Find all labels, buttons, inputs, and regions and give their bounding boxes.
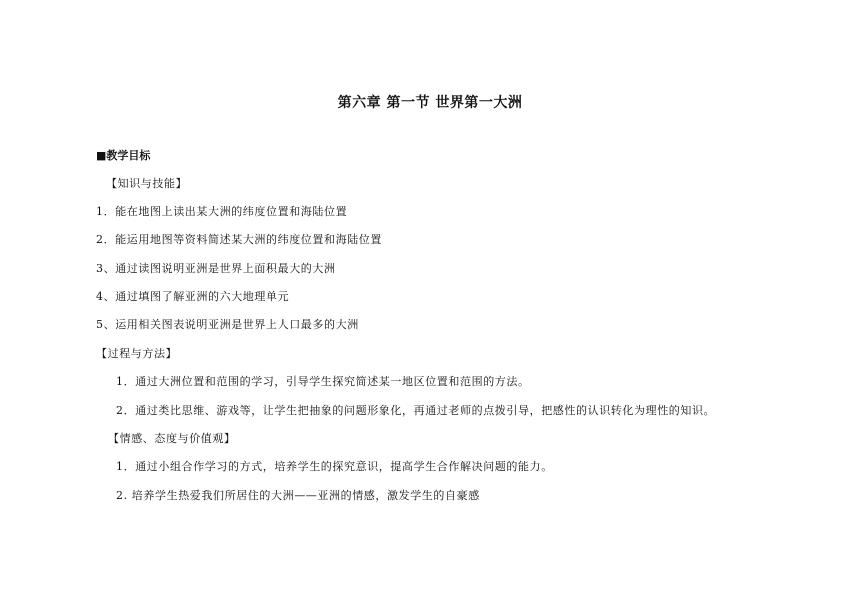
knowledge-item-3: 3、通过读图说明亚洲是世界上面积最大的大洲: [96, 262, 336, 275]
emotion-item-1: 1．通过小组合作学习的方式，培养学生的探究意识，提高学生合作解决问题的能力。: [116, 460, 553, 473]
page-title: 第六章 第一节 世界第一大洲: [337, 95, 523, 111]
subsection-process-methods: 【过程与方法】: [96, 347, 178, 360]
knowledge-item-5: 5、运用相关图表说明亚洲是世界上人口最多的大洲: [96, 318, 359, 331]
emotion-item-2: 2. 培养学生热爱我们所居住的大洲——亚洲的情感，激发学生的自豪感: [116, 489, 480, 502]
knowledge-item-2: 2．能运用地图等资料简述某大洲的纬度位置和海陆位置: [96, 233, 382, 246]
subsection-emotion-values: 【情感、态度与价值观】: [108, 432, 236, 445]
process-item-2: 2．通过类比思维、游戏等，让学生把抽象的问题形象化，再通过老师的点拨引导，把感性的认识转化为理性的知识。: [116, 404, 716, 417]
section-heading-teaching-goals: ■教学目标: [96, 149, 151, 162]
knowledge-item-1: 1．能在地图上读出某大洲的纬度位置和海陆位置: [96, 205, 348, 218]
knowledge-item-4: 4、通过填图了解亚洲的六大地理单元: [96, 290, 290, 303]
subsection-knowledge-skills: 【知识与技能】: [106, 177, 188, 190]
process-item-1: 1．通过大洲位置和范围的学习，引导学生探究简述某一地区位置和范围的方法。: [116, 375, 530, 388]
